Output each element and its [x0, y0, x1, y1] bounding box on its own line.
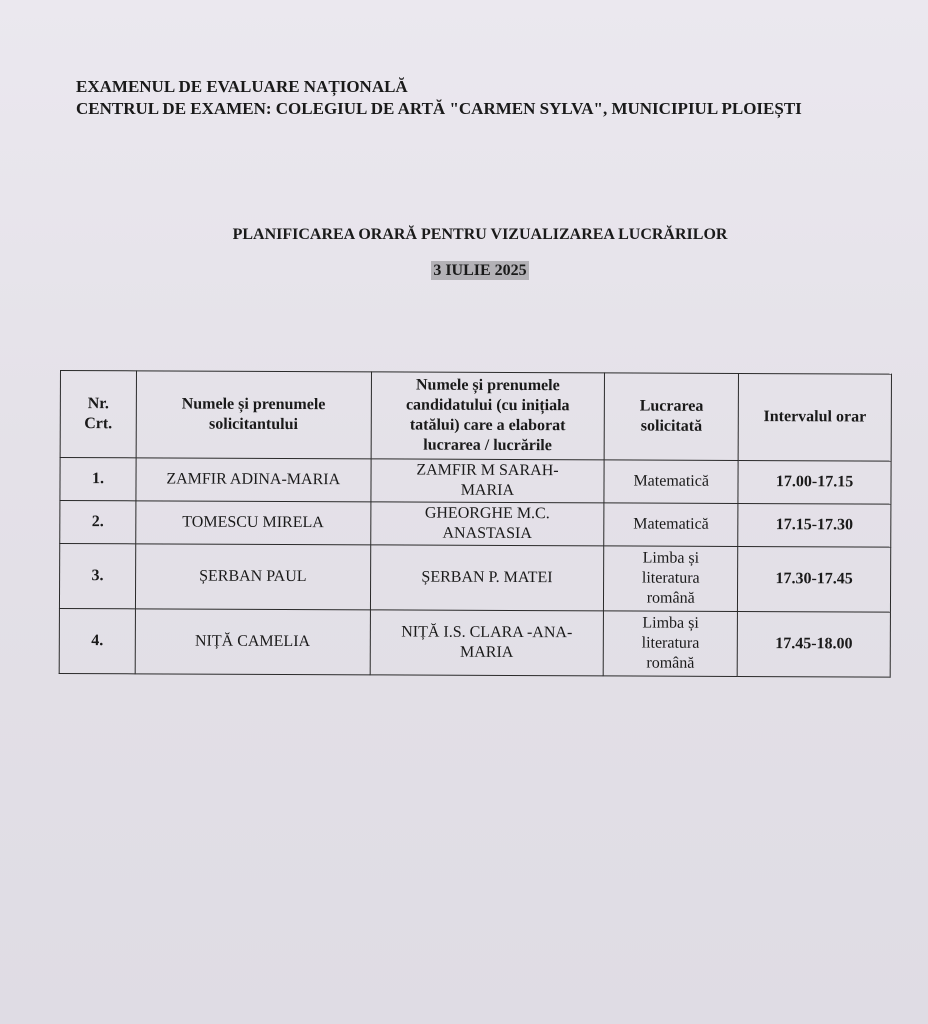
cell-solicitant: NIȚĂ CAMELIA [135, 609, 370, 675]
header-candidat: Numele și prenumele candidatului (cu inițiala tatălui) care a elaborat lucrarea / lucrările [371, 372, 605, 460]
cell-lucrare: Matematică [604, 460, 738, 504]
cell-interval: 17.15-17.30 [738, 503, 891, 547]
cell-lucrare: Limba și literatura română [604, 546, 738, 612]
table-row [60, 501, 891, 548]
table-header-row [60, 371, 891, 462]
schedule-date-wrapper [0, 262, 928, 280]
schedule-title: PLANIFICAREA ORARĂ PENTRU VIZUALIZAREA LUCRĂRILOR [232, 226, 728, 243]
cell-interval: 17.00-17.15 [738, 460, 891, 504]
cell-nr: 4. [59, 608, 135, 673]
schedule-date: 3 IULIE 2025 [433, 262, 527, 279]
cell-interval: 17.30-17.45 [738, 546, 891, 612]
table-row [59, 608, 890, 677]
schedule-table [59, 370, 892, 678]
header-lucrare: Lucrarea solicitată [604, 373, 738, 461]
cell-nr: 3. [59, 544, 135, 609]
header-exam-center: CENTRUL DE EXAMEN: COLEGIUL DE ARTĂ "CARMEN SYLVA", MUNICIPIUL PLOIEȘTI [76, 99, 802, 118]
cell-nr: 1. [60, 458, 136, 501]
cell-lucrare: Limba și literatura română [603, 611, 737, 677]
header-solicitant: Numele și prenumele solicitantului [136, 371, 371, 459]
header-interval: Intervalul orar [738, 373, 891, 461]
cell-nr: 2. [60, 501, 136, 544]
cell-candidat: ZAMFIR M SARAH- MARIA [371, 459, 605, 503]
header-exam-name: EXAMENUL DE EVALUARE NAȚIONALĂ [76, 77, 408, 96]
document-header [76, 76, 802, 120]
cell-candidat: ȘERBAN P. MATEI [370, 545, 604, 611]
cell-solicitant: ZAMFIR ADINA-MARIA [136, 458, 371, 502]
cell-solicitant: ȘERBAN PAUL [135, 544, 370, 610]
table-row [60, 458, 891, 505]
cell-lucrare: Matematică [604, 503, 738, 547]
cell-interval: 17.45-18.00 [737, 611, 890, 677]
cell-candidat: GHEORGHE M.C. ANASTASIA [370, 502, 604, 546]
table-row [59, 544, 890, 613]
cell-solicitant: TOMESCU MIRELA [136, 501, 371, 545]
cell-candidat: NIȚĂ I.S. CLARA -ANA- MARIA [370, 610, 604, 676]
header-nr-crt: Nr. Crt. [60, 371, 136, 458]
